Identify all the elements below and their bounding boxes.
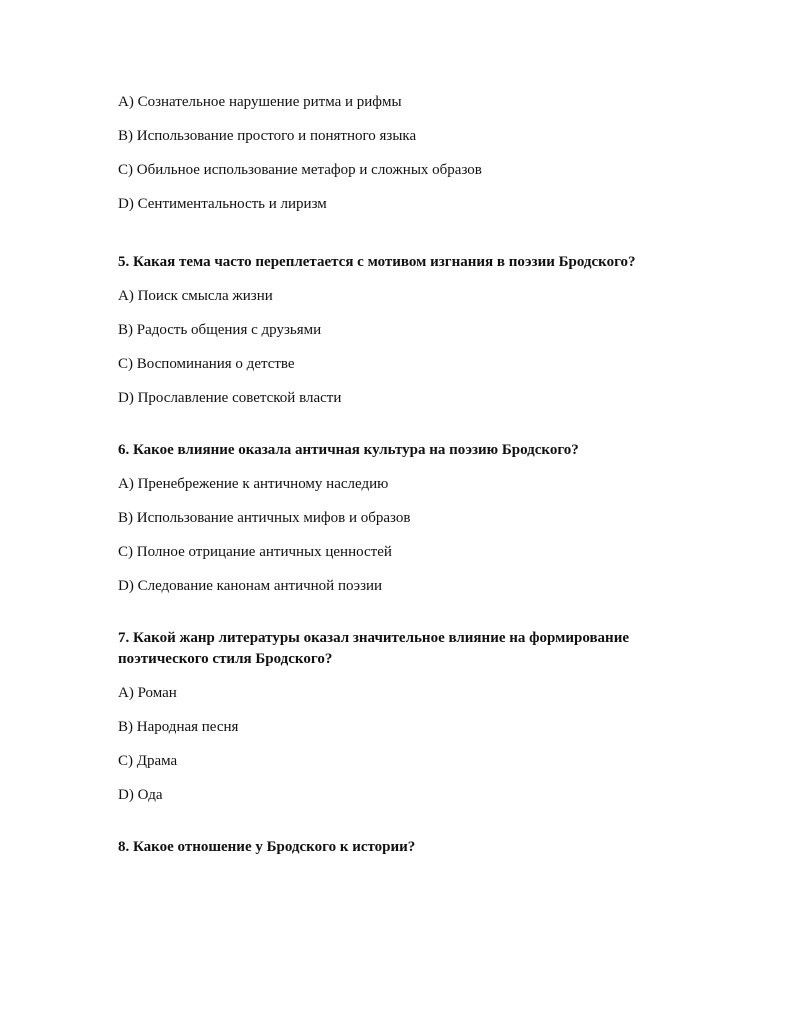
answer-option-a: A) Роман: [118, 685, 177, 701]
question-4-options: [118, 92, 718, 214]
answer-option-a: A) Сознательное нарушение ритма и рифмы: [118, 94, 402, 110]
document-page: [118, 92, 718, 871]
question-text: 5. Какая тема часто переплетается с мотивом изгнания в поэзии Бродского?: [118, 254, 636, 270]
answer-option-c: C) Воспоминания о детстве: [118, 356, 295, 372]
question-5: [118, 252, 718, 408]
answer-option-c: C) Обильное использование метафор и сложных образов: [118, 162, 482, 178]
question-7: [118, 628, 718, 805]
answer-option-b: B) Радость общения с друзьями: [118, 322, 322, 338]
question-text: 8. Какое отношение у Бродского к истории?: [118, 839, 416, 855]
answer-option-c: C) Полное отрицание античных ценностей: [118, 544, 392, 560]
question-6: [118, 440, 718, 596]
answer-option-a: A) Пренебрежение к античному наследию: [118, 476, 389, 492]
answer-option-d: D) Сентиментальность и лиризм: [118, 196, 327, 212]
answer-option-b: B) Народная песня: [118, 719, 239, 735]
answer-option-b: B) Использование античных мифов и образов: [118, 510, 411, 526]
answer-option-d: D) Ода: [118, 787, 163, 803]
question-text: 6. Какое влияние оказала античная культура на поэзию Бродского?: [118, 442, 579, 458]
question-8: [118, 837, 718, 858]
question-text: 7. Какой жанр литературы оказал значительное влияние на формирование поэтического стиля Бродского?: [118, 630, 630, 667]
answer-option-d: D) Прославление советской власти: [118, 390, 342, 406]
answer-option-c: C) Драма: [118, 753, 178, 769]
answer-option-a: A) Поиск смысла жизни: [118, 288, 273, 304]
answer-option-d: D) Следование канонам античной поэзии: [118, 578, 383, 594]
answer-option-b: B) Использование простого и понятного языка: [118, 128, 417, 144]
